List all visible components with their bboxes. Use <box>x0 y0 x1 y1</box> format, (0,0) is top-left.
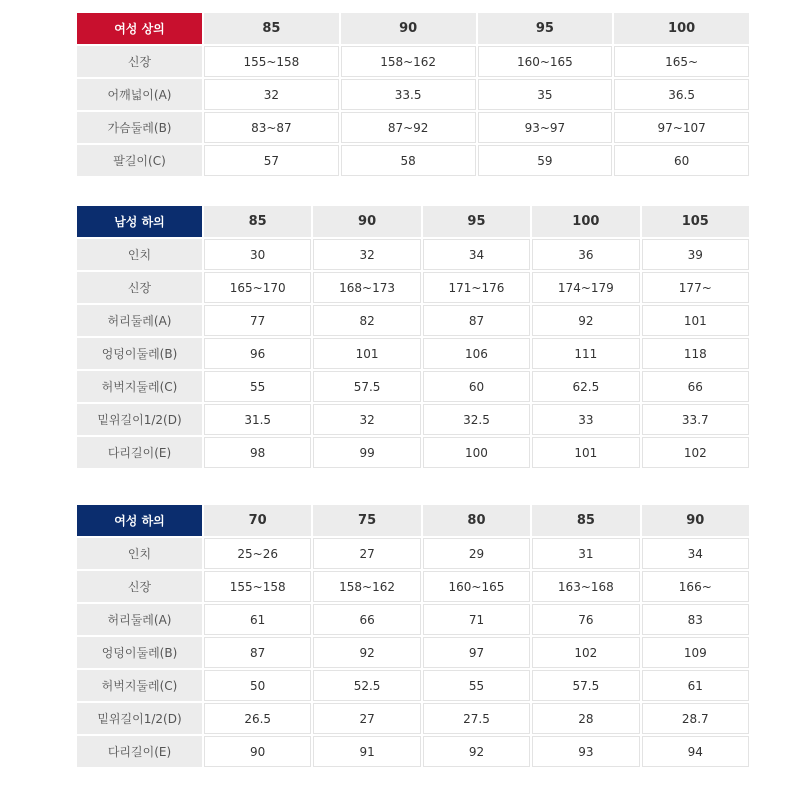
measurement-cell: 58 <box>341 145 476 176</box>
row-label: 허벅지둘레(C) <box>77 371 202 402</box>
measurement-cell: 61 <box>204 604 311 635</box>
measurement-cell: 60 <box>614 145 749 176</box>
measurement-cell: 28.7 <box>642 703 749 734</box>
measurement-cell: 29 <box>423 538 530 569</box>
measurement-cell: 30 <box>204 239 311 270</box>
measurement-cell: 87~92 <box>341 112 476 143</box>
measurement-cell: 102 <box>642 437 749 468</box>
measurement-cell: 160~165 <box>478 46 613 77</box>
measurement-cell: 97~107 <box>614 112 749 143</box>
measurement-cell: 36.5 <box>614 79 749 110</box>
size-header-row <box>77 13 749 44</box>
table-row <box>77 239 749 270</box>
table-row <box>77 604 749 635</box>
size-column-header: 90 <box>313 206 420 237</box>
table-row <box>77 79 749 110</box>
size-column-header: 100 <box>532 206 639 237</box>
measurement-cell: 158~162 <box>313 571 420 602</box>
womens-top-size-table <box>75 11 751 178</box>
measurement-cell: 36 <box>532 239 639 270</box>
measurement-cell: 160~165 <box>423 571 530 602</box>
measurement-cell: 66 <box>642 371 749 402</box>
row-label: 밑위길이1/2(D) <box>77 404 202 435</box>
row-label: 밑위길이1/2(D) <box>77 703 202 734</box>
measurement-cell: 155~158 <box>204 571 311 602</box>
measurement-cell: 55 <box>204 371 311 402</box>
table-title: 여성 상의 <box>77 13 202 44</box>
measurement-cell: 26.5 <box>204 703 311 734</box>
measurement-cell: 77 <box>204 305 311 336</box>
measurement-cell: 165~170 <box>204 272 311 303</box>
table-row <box>77 112 749 143</box>
measurement-cell: 174~179 <box>532 272 639 303</box>
row-label: 신장 <box>77 272 202 303</box>
measurement-cell: 60 <box>423 371 530 402</box>
size-column-header: 80 <box>423 505 530 536</box>
table-row <box>77 703 749 734</box>
measurement-cell: 27.5 <box>423 703 530 734</box>
measurement-cell: 158~162 <box>341 46 476 77</box>
measurement-cell: 33.7 <box>642 404 749 435</box>
measurement-cell: 93~97 <box>478 112 613 143</box>
measurement-cell: 71 <box>423 604 530 635</box>
row-label: 허리둘레(A) <box>77 604 202 635</box>
measurement-cell: 66 <box>313 604 420 635</box>
row-label: 엉덩이둘레(B) <box>77 637 202 668</box>
row-label: 신장 <box>77 571 202 602</box>
table-row <box>77 736 749 767</box>
measurement-cell: 25~26 <box>204 538 311 569</box>
measurement-cell: 32 <box>313 239 420 270</box>
measurement-cell: 55 <box>423 670 530 701</box>
measurement-cell: 33 <box>532 404 639 435</box>
measurement-cell: 57 <box>204 145 339 176</box>
size-column-header: 90 <box>642 505 749 536</box>
measurement-cell: 98 <box>204 437 311 468</box>
row-label: 어깨넓이(A) <box>77 79 202 110</box>
measurement-cell: 83~87 <box>204 112 339 143</box>
row-label: 허리둘레(A) <box>77 305 202 336</box>
measurement-cell: 32 <box>313 404 420 435</box>
table-row <box>77 437 749 468</box>
measurement-cell: 27 <box>313 538 420 569</box>
row-label: 신장 <box>77 46 202 77</box>
table-title: 여성 하의 <box>77 505 202 536</box>
measurement-cell: 100 <box>423 437 530 468</box>
measurement-cell: 93 <box>532 736 639 767</box>
table-row <box>77 404 749 435</box>
table-row <box>77 670 749 701</box>
size-column-header: 85 <box>532 505 639 536</box>
size-column-header: 70 <box>204 505 311 536</box>
measurement-cell: 101 <box>532 437 639 468</box>
row-label: 허벅지둘레(C) <box>77 670 202 701</box>
table-row <box>77 272 749 303</box>
table-row <box>77 305 749 336</box>
measurement-cell: 92 <box>423 736 530 767</box>
measurement-cell: 35 <box>478 79 613 110</box>
measurement-cell: 87 <box>204 637 311 668</box>
measurement-cell: 87 <box>423 305 530 336</box>
table-row <box>77 571 749 602</box>
measurement-cell: 99 <box>313 437 420 468</box>
row-label: 다리길이(E) <box>77 437 202 468</box>
measurement-cell: 109 <box>642 637 749 668</box>
measurement-cell: 50 <box>204 670 311 701</box>
size-column-header: 75 <box>313 505 420 536</box>
row-label: 가슴둘레(B) <box>77 112 202 143</box>
measurement-cell: 171~176 <box>423 272 530 303</box>
size-header-row <box>77 505 749 536</box>
measurement-cell: 118 <box>642 338 749 369</box>
measurement-cell: 82 <box>313 305 420 336</box>
size-column-header: 95 <box>423 206 530 237</box>
table-row <box>77 538 749 569</box>
measurement-cell: 165~ <box>614 46 749 77</box>
measurement-cell: 57.5 <box>313 371 420 402</box>
measurement-cell: 28 <box>532 703 639 734</box>
row-label: 다리길이(E) <box>77 736 202 767</box>
measurement-cell: 39 <box>642 239 749 270</box>
measurement-cell: 102 <box>532 637 639 668</box>
table-row <box>77 145 749 176</box>
size-column-header: 90 <box>341 13 476 44</box>
measurement-cell: 163~168 <box>532 571 639 602</box>
measurement-cell: 61 <box>642 670 749 701</box>
measurement-cell: 27 <box>313 703 420 734</box>
measurement-cell: 94 <box>642 736 749 767</box>
size-column-header: 85 <box>204 206 311 237</box>
measurement-cell: 91 <box>313 736 420 767</box>
measurement-cell: 76 <box>532 604 639 635</box>
size-column-header: 100 <box>614 13 749 44</box>
measurement-cell: 96 <box>204 338 311 369</box>
measurement-cell: 90 <box>204 736 311 767</box>
size-header-row <box>77 206 749 237</box>
measurement-cell: 32 <box>204 79 339 110</box>
measurement-cell: 155~158 <box>204 46 339 77</box>
measurement-cell: 59 <box>478 145 613 176</box>
measurement-cell: 83 <box>642 604 749 635</box>
row-label: 인치 <box>77 538 202 569</box>
table-title: 남성 하의 <box>77 206 202 237</box>
measurement-cell: 34 <box>642 538 749 569</box>
measurement-cell: 101 <box>642 305 749 336</box>
measurement-cell: 32.5 <box>423 404 530 435</box>
womens-bottom-size-table <box>75 503 751 769</box>
table-row <box>77 637 749 668</box>
size-column-header: 85 <box>204 13 339 44</box>
measurement-cell: 62.5 <box>532 371 639 402</box>
measurement-cell: 52.5 <box>313 670 420 701</box>
row-label: 엉덩이둘레(B) <box>77 338 202 369</box>
measurement-cell: 57.5 <box>532 670 639 701</box>
size-column-header: 95 <box>478 13 613 44</box>
measurement-cell: 92 <box>532 305 639 336</box>
measurement-cell: 31.5 <box>204 404 311 435</box>
measurement-cell: 177~ <box>642 272 749 303</box>
row-label: 인치 <box>77 239 202 270</box>
table-row <box>77 338 749 369</box>
size-column-header: 105 <box>642 206 749 237</box>
mens-bottom-size-table <box>75 204 751 470</box>
measurement-cell: 101 <box>313 338 420 369</box>
measurement-cell: 97 <box>423 637 530 668</box>
measurement-cell: 168~173 <box>313 272 420 303</box>
measurement-cell: 166~ <box>642 571 749 602</box>
row-label: 팔길이(C) <box>77 145 202 176</box>
measurement-cell: 33.5 <box>341 79 476 110</box>
measurement-cell: 92 <box>313 637 420 668</box>
measurement-cell: 111 <box>532 338 639 369</box>
measurement-cell: 31 <box>532 538 639 569</box>
measurement-cell: 106 <box>423 338 530 369</box>
table-row <box>77 371 749 402</box>
table-row <box>77 46 749 77</box>
measurement-cell: 34 <box>423 239 530 270</box>
